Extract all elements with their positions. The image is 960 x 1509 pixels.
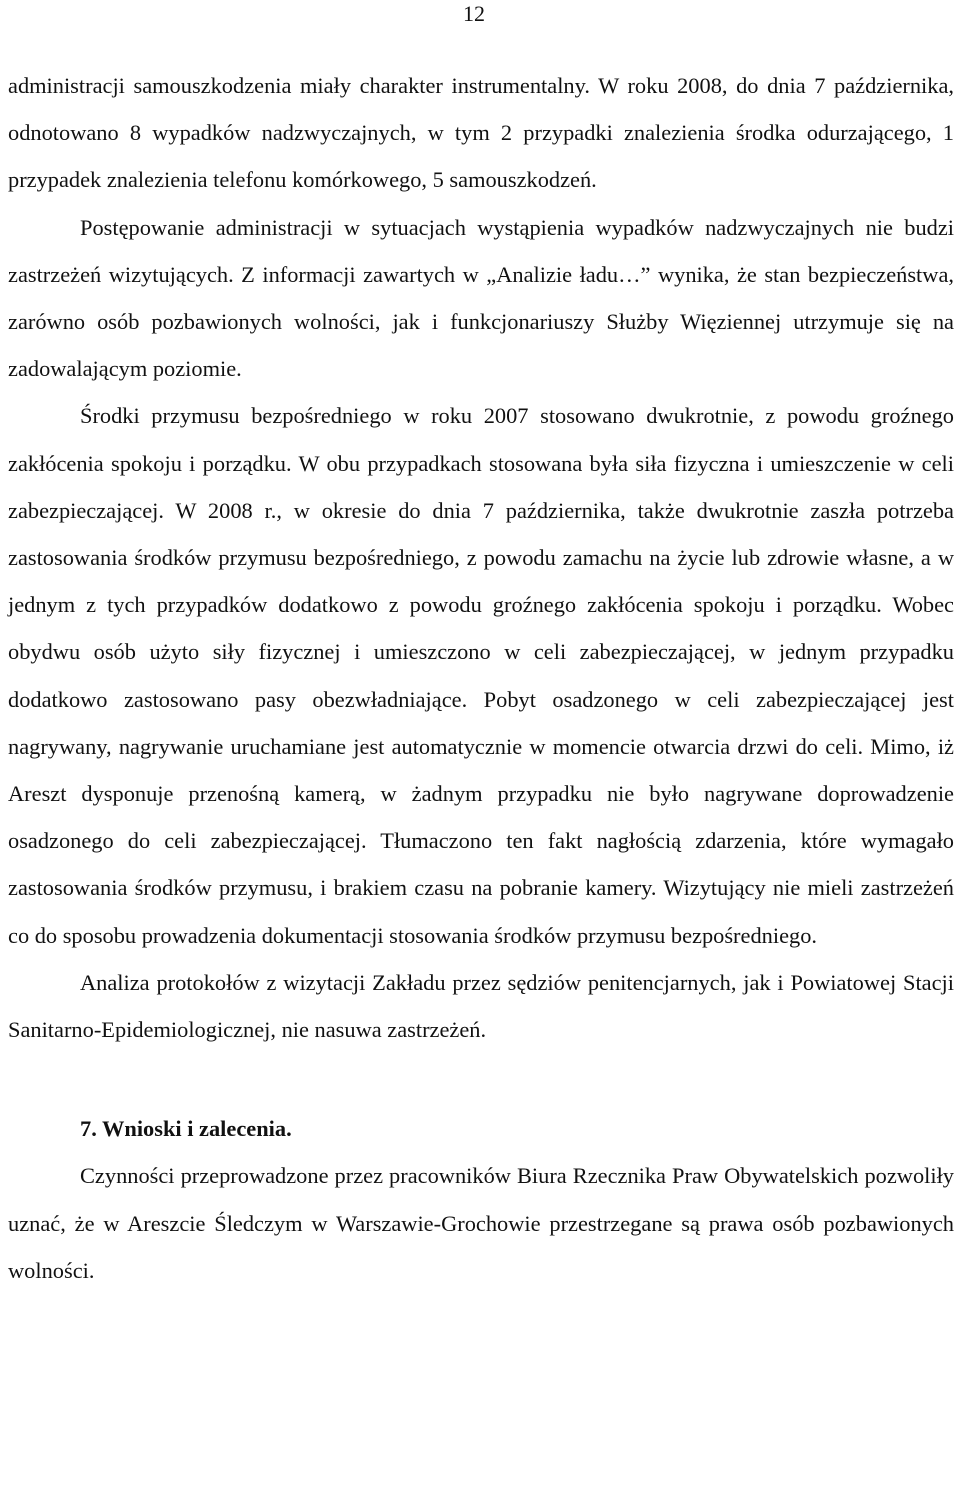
paragraph-conclusions: Czynności przeprowadzone przez pracowników Biura Rzecznika Praw Obywatelskich pozwoliły uznać, że w Areszcie Śledczym w Warszawie-Grochowie przestrzegane są prawa osób pozbawionych wolności.	[8, 1163, 954, 1283]
paragraph-coercive-measures: Środki przymusu bezpośredniego w roku 2007 stosowano dwukrotnie, z powodu groźnego zakłócenia spokoju i porządku. W obu przypadkach stosowana była siła fizyczna i umieszczenie w celi zabezpieczającej. W 2008 r., w okresie do dnia 7 października, także dwukrotnie zaszła potrzeba zastosowania środków przymusu bezpośredniego, z powodu zamachu na życie lub zdrowie własne, a w jednym z tych przypadków dodatkowo z powodu groźnego zakłócenia spokoju i porządku. Wobec obydwu osób użyto siły fizycznej i umieszczono w celi zabezpieczającej, w jednym przypadku dodatkowo zastosowano pasy obezwładniające. Pobyt osadzonego w celi zabezpieczającej jest nagrywany, nagrywanie uruchamiane jest automatycznie w momencie otwarcia drzwi do celi. Mimo, iż Areszt dysponuje przenośną kamerą, w żadnym przypadku nie było nagrywane doprowadzenie osadzonego do celi zabezpieczającej. Tłumaczono ten fakt nagłością zdarzenia, które wymagało zastosowania środków przymusu, i brakiem czasu na pobranie kamery. Wizytujący nie mieli zastrzeżeń co do sposobu prowadzenia dokumentacji stosowania środków przymusu bezpośredniego.	[8, 403, 954, 948]
paragraph-continuation: administracji samouszkodzenia miały charakter instrumentalny. W roku 2008, do dnia 7 października, odnotowano 8 wypadków nadzwyczajnych, w tym 2 przypadki znalezienia środka odurzającego, 1 przypadek znalezienia telefonu komórkowego, 5 samouszkodzeń.	[8, 73, 954, 193]
document-body	[8, 62, 954, 1294]
page-number: 12	[463, 1, 485, 26]
section-spacer	[8, 1053, 954, 1105]
paragraph-protocol-analysis: Analiza protokołów z wizytacji Zakładu przez sędziów penitencjarnych, jak i Powiatowej Stacji Sanitarno-Epidemiologicznej, nie nasuwa zastrzeżeń.	[8, 969, 954, 1043]
section-heading-conclusions: 7. Wnioski i zalecenia.	[80, 1116, 292, 1142]
paragraph-administration-conduct: Postępowanie administracji w sytuacjach wystąpienia wypadków nadzwyczajnych nie budzi zastrzeżeń wizytujących. Z informacji zawartych w „Analizie ładu…” wynika, że stan bezpieczeństwa, zarówno osób pozbawionych wolności, jak i funkcjonariuszy Służby Więziennej utrzymuje się na zadowalającym poziomie.	[8, 214, 954, 382]
